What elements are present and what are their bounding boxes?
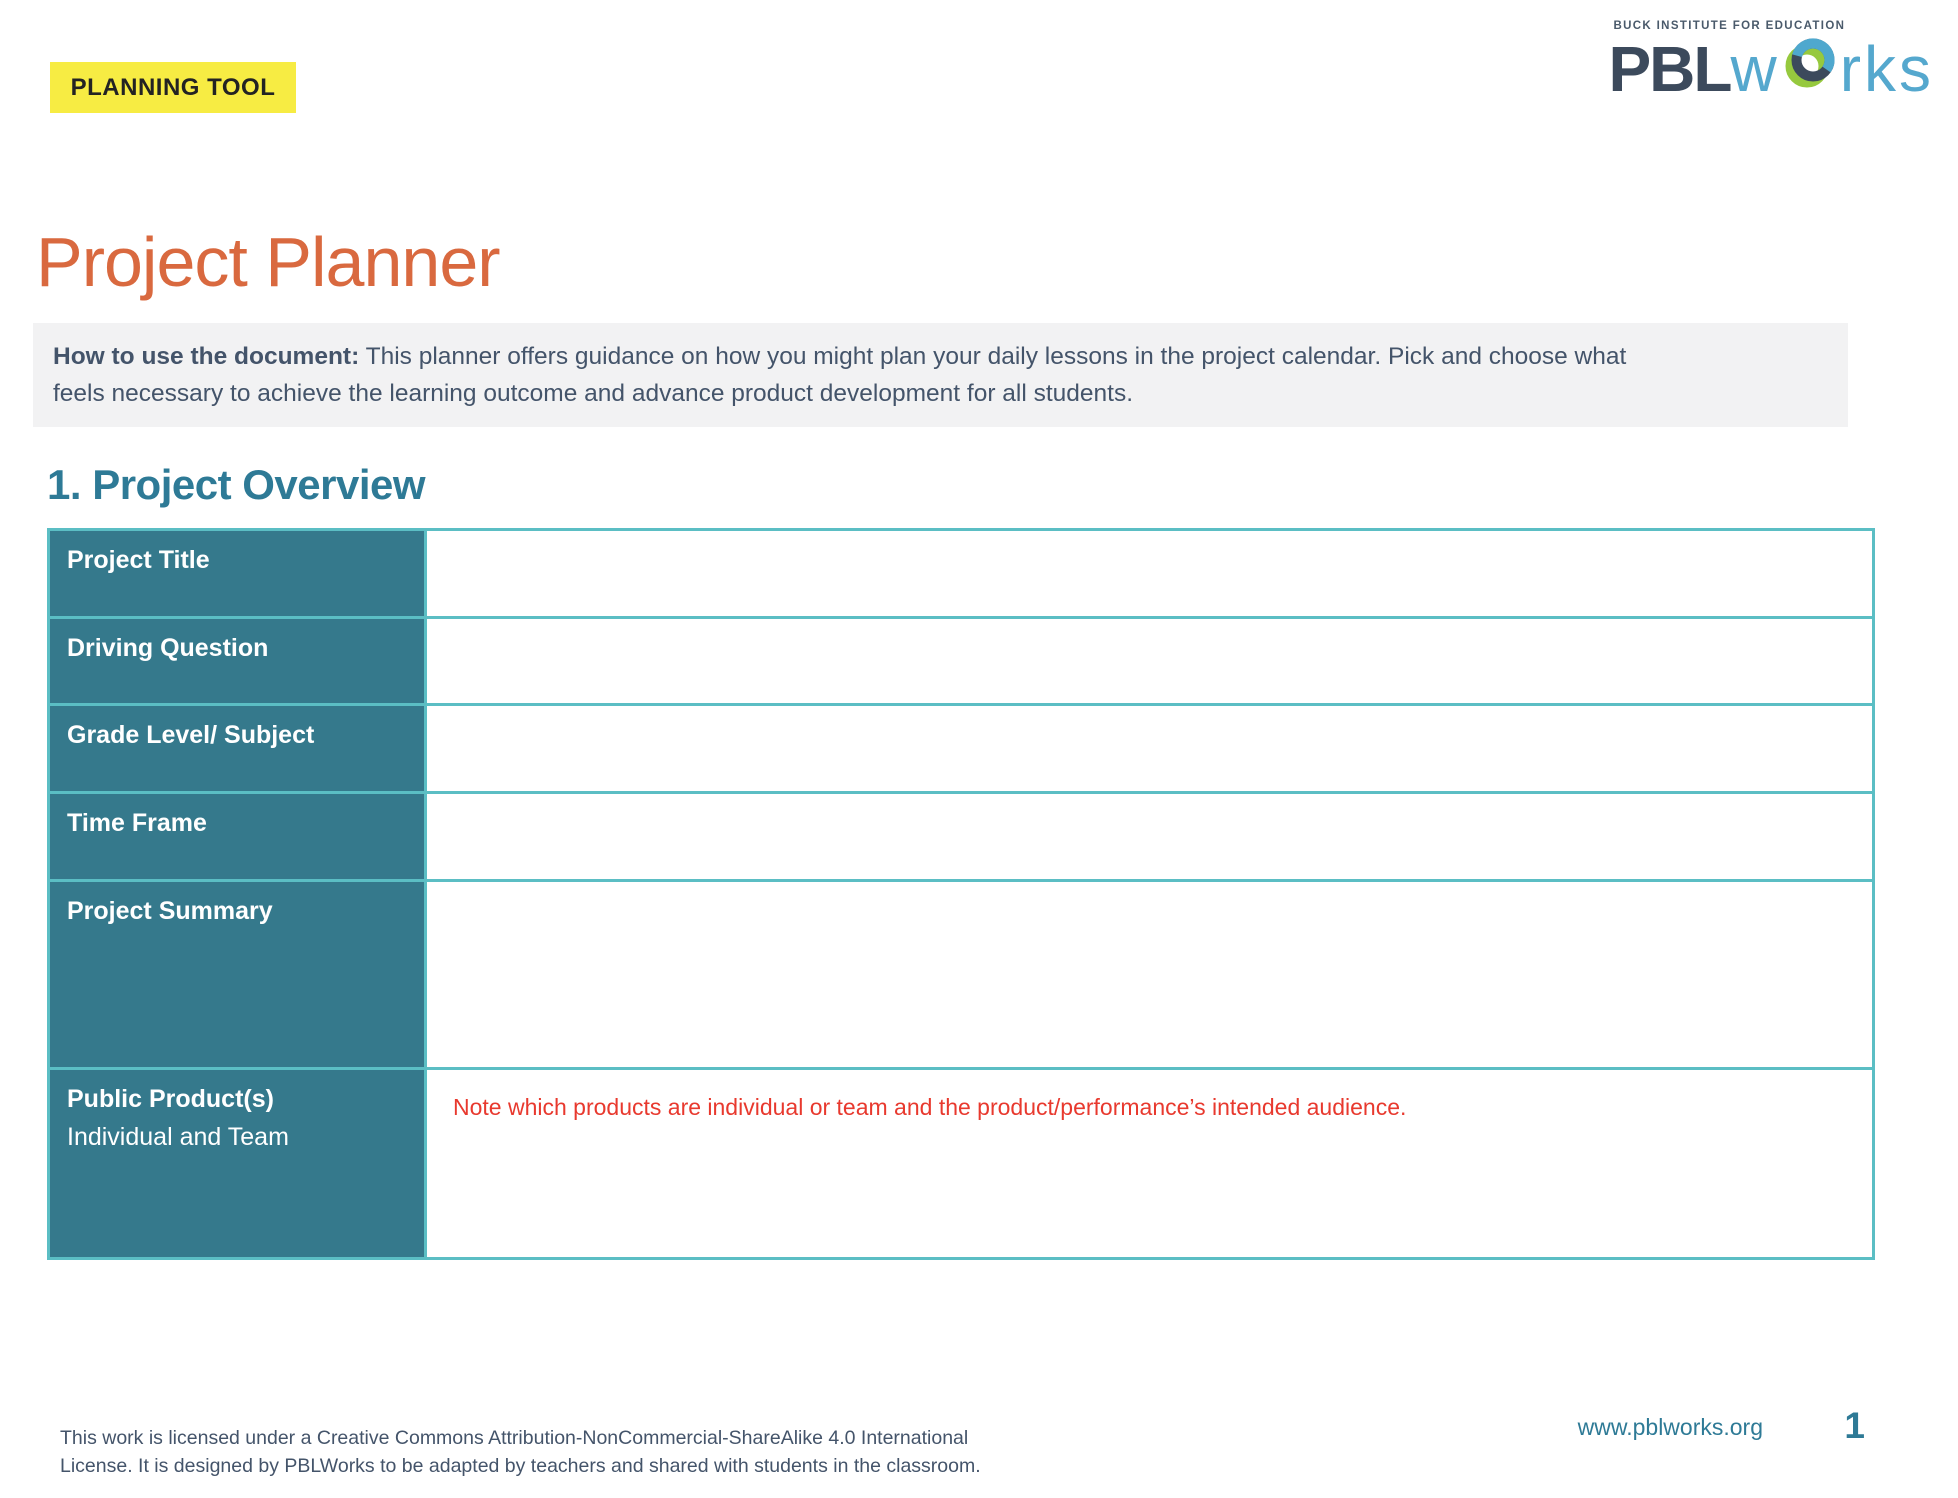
public-products-note: Note which products are individual or team and the product/performance’s intended audience. xyxy=(453,1094,1407,1120)
page-number: 1 xyxy=(1844,1405,1865,1446)
table-row-project-summary xyxy=(50,879,1872,1067)
logo-wordmark xyxy=(1608,32,1934,105)
how-to-use-label: How to use the document: xyxy=(53,343,360,370)
row-label-driving-question: Driving Question xyxy=(50,619,427,703)
project-overview-table xyxy=(47,528,1875,1260)
logo-tagline: BUCK INSTITUTE FOR EDUCATION xyxy=(1613,20,1846,32)
logo-pbl-text: PBL xyxy=(1608,32,1731,105)
pblworks-logo xyxy=(1608,20,1934,105)
how-to-use-body: This planner offers guidance on how you might plan your daily lessons in the project calendar. Pick and choose what feels necessary to achieve the learning outcome and advance product development for all students. xyxy=(53,343,1627,407)
how-to-use-box xyxy=(33,323,1848,427)
logo-o-ring-icon xyxy=(1784,35,1838,89)
section-heading-project-overview: 1. Project Overview xyxy=(47,461,426,508)
row-input-cell-public-products[interactable] xyxy=(427,1070,1872,1257)
how-to-use-text xyxy=(53,338,1663,412)
row-label-project-summary: Project Summary xyxy=(50,882,427,1067)
row-input-cell-driving-question[interactable] xyxy=(427,619,1872,703)
website-link[interactable]: www.pblworks.org xyxy=(1577,1414,1763,1440)
row-input-cell-project-summary[interactable] xyxy=(427,882,1872,1067)
page-title: Project Planner xyxy=(36,223,500,301)
table-row-public-products xyxy=(50,1067,1872,1257)
public-products-label: Public Product(s) xyxy=(67,1085,274,1113)
table-row-driving-question xyxy=(50,616,1872,703)
table-row-time-frame xyxy=(50,791,1872,879)
logo-w-text: w xyxy=(1730,32,1780,105)
row-label-project-title: Project Title xyxy=(50,531,427,616)
row-input-cell-project-title[interactable] xyxy=(427,531,1872,616)
row-label-grade-level-subject: Grade Level/ Subject xyxy=(50,706,427,791)
row-label-public-products xyxy=(50,1070,427,1257)
row-label-time-frame: Time Frame xyxy=(50,794,427,879)
row-input-cell-grade-level-subject[interactable] xyxy=(427,706,1872,791)
table-row-project-title xyxy=(50,531,1872,616)
public-products-sublabel: Individual and Team xyxy=(67,1122,289,1151)
row-input-cell-time-frame[interactable] xyxy=(427,794,1872,879)
license-text: This work is licensed under a Creative Commons Attribution-NonCommercial-ShareAlike 4.0 International License. It is designed by PBLWorks to be adapted by teachers and shared with students in the classroom. xyxy=(60,1427,981,1477)
planning-tool-badge: PLANNING TOOL xyxy=(50,62,296,113)
logo-rks-text: rks xyxy=(1839,32,1934,105)
table-row-grade-level-subject xyxy=(50,703,1872,791)
